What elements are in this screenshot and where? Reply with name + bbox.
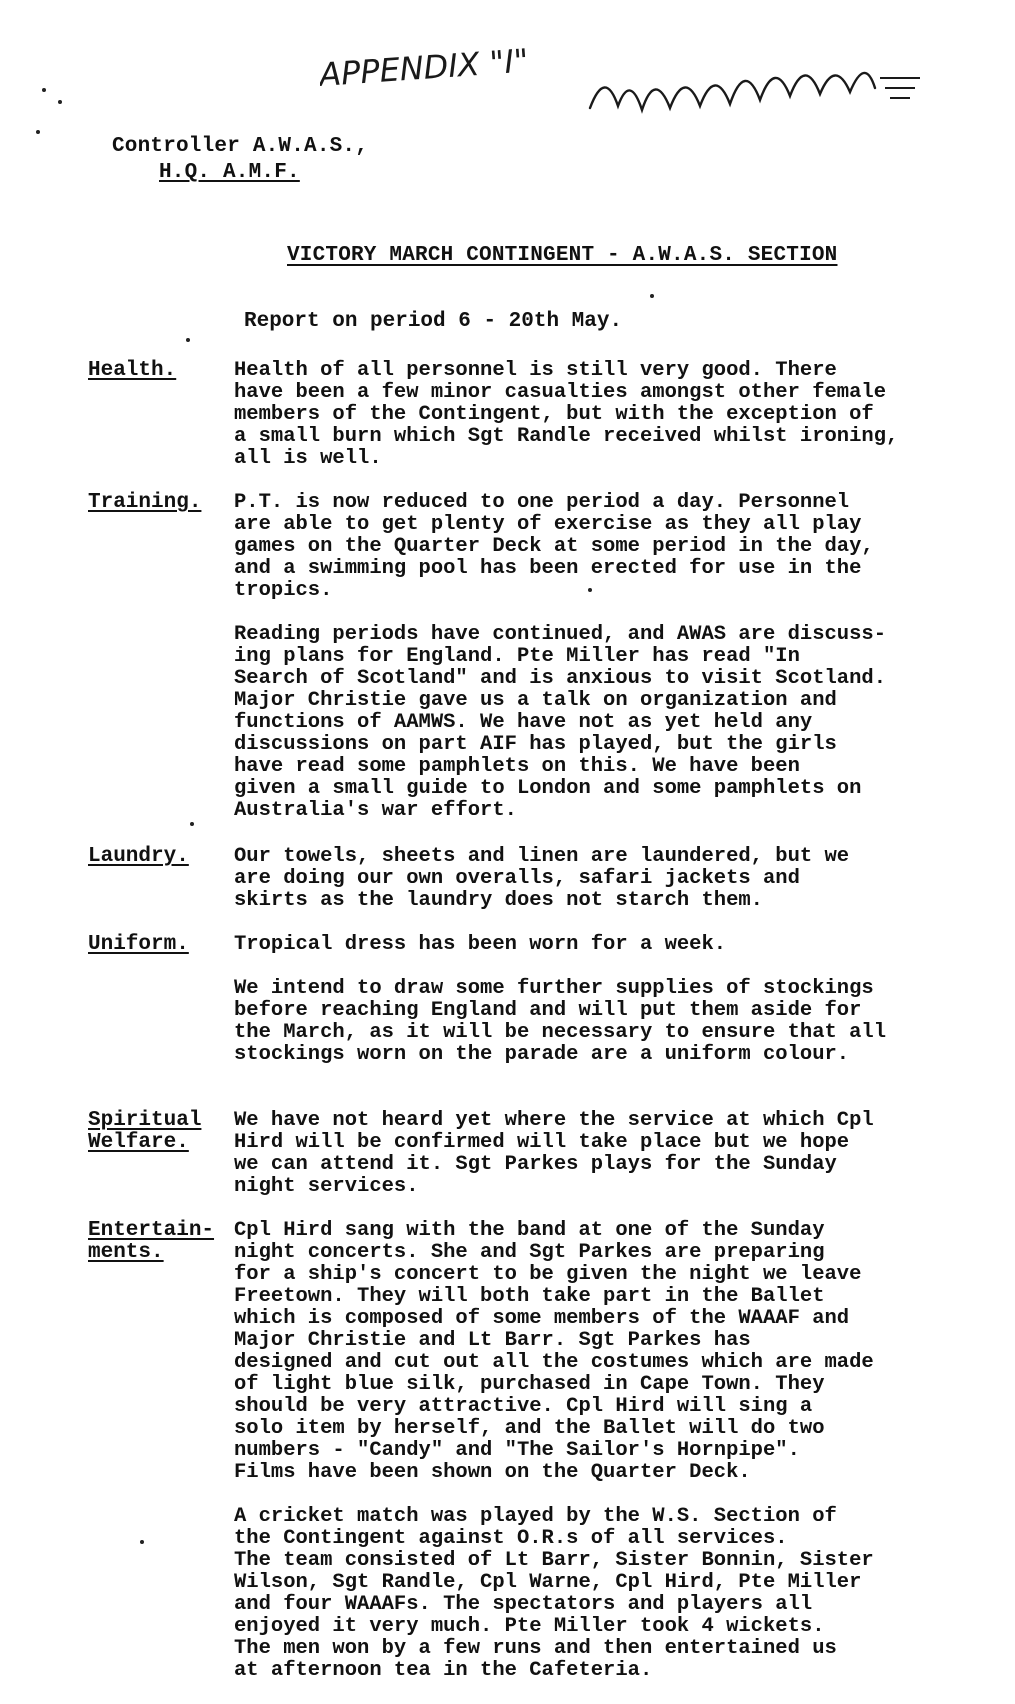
- paragraph: We intend to draw some further supplies of stockings before reaching England and will put them aside for the March, as it will be necessary to ensure that all stockings worn on the parade are a uniform colour.: [234, 977, 887, 1066]
- paragraph: We have not heard yet where the service at which Cpl Hird will be confirmed will take place but we hope we can attend it. Sgt Parkes plays for the Sunday night services.: [234, 1109, 874, 1198]
- section-label-laundry: Laundry.: [88, 845, 189, 868]
- section-body-spiritual-welfare: [234, 1110, 988, 1220]
- section-label-entertainments: Entertain- ments.: [88, 1219, 215, 1264]
- handwritten-appendix-label: APPENDIX "I": [320, 48, 530, 94]
- addressee-line-1: Controller A.W.A.S.,: [112, 135, 369, 158]
- section-body-uniform: [234, 934, 988, 1088]
- section-laundry: [88, 846, 988, 934]
- paragraph: Health of all personnel is still very good. There have been a few minor casualties amongst other female members of the Contingent, but with the exception of a small burn which Sgt Randle received whilst ironing, all is well.: [234, 359, 899, 470]
- addressee-line-2: H.Q. A.M.F.: [159, 161, 300, 184]
- paragraph: Our towels, sheets and linen are laundered, but we are doing our own overalls, safari jackets and skirts as the laundry does not starch them.: [234, 845, 850, 912]
- section-uniform: [88, 934, 988, 1088]
- section-label-health: Health.: [88, 359, 177, 382]
- section-body-training: [234, 492, 988, 844]
- section-body-entertainments: [234, 1220, 988, 1704]
- document-title: VICTORY MARCH CONTINGENT - A.W.A.S. SECTION: [287, 244, 838, 267]
- paragraph: Reading periods have continued, and AWAS are discuss- ing plans for England. Pte Miller has read "In Search of Scotland" and is anxious to visit Scotland. Major Christie gave us a talk on organization and functions of AAMWS. We have not as yet held any discussions on part AIF has played, but the girls have read some pamphlets on this. We have been given a small guide to London and some pamphlets on Australia's war effort.: [234, 623, 887, 822]
- scan-mark: [36, 130, 40, 134]
- report-period: Report on period 6 - 20th May.: [244, 310, 623, 333]
- section-spiritual-welfare: [88, 1110, 988, 1220]
- section-training: [88, 492, 988, 844]
- paragraph: P.T. is now reduced to one period a day. Personnel are able to get plenty of exercise as they all play games on the Quarter Deck at some period in the day, and a swimming pool has been erected for use in the tropics.: [234, 491, 874, 602]
- scan-mark: [42, 88, 46, 92]
- scan-mark: [58, 100, 62, 104]
- handwritten-scribble: [320, 48, 940, 128]
- section-health: [88, 360, 988, 492]
- section-entertainments: [88, 1220, 988, 1704]
- scan-mark: [186, 338, 190, 342]
- paragraph: A cricket match was played by the W.S. Section of the Contingent against O.R.s of all services. The team consisted of Lt Barr, Sister Bonnin, Sister Wilson, Sgt Randle, Cpl Warne, Cpl Hird, Pte Miller and four WAAAFs. The spectators and players all enjoyed it very much. Pte Miller took 4 wickets. The men won by a few runs and then entertained us at afternoon tea in the Cafeteria.: [234, 1505, 874, 1682]
- section-body-health: [234, 360, 988, 492]
- section-label-uniform: Uniform.: [88, 933, 189, 956]
- section-label-training: Training.: [88, 491, 202, 514]
- handwritten-annotation: [320, 48, 940, 128]
- scan-mark: [650, 294, 654, 298]
- addressee-block: [112, 134, 368, 186]
- section-label-spiritual-welfare: Spiritual Welfare.: [88, 1109, 202, 1154]
- paragraph: Tropical dress has been worn for a week.: [234, 933, 727, 956]
- section-body-laundry: [234, 846, 988, 934]
- paragraph: Cpl Hird sang with the band at one of the Sunday night concerts. She and Sgt Parkes are preparing for a ship's concert to be given the night we leave Freetown. They will both take part in the Ballet which is composed of some members of the WAAAF and Major Christie and Lt Barr. Sgt Parkes has designed and cut out all the costumes which are made of light blue silk, purchased in Cape Town. They should be very attractive. Cpl Hird will sing a solo item by herself, and the Ballet will do two numbers - "Candy" and "The Sailor's Hornpipe". Films have been shown on the Quarter Deck.: [234, 1219, 874, 1484]
